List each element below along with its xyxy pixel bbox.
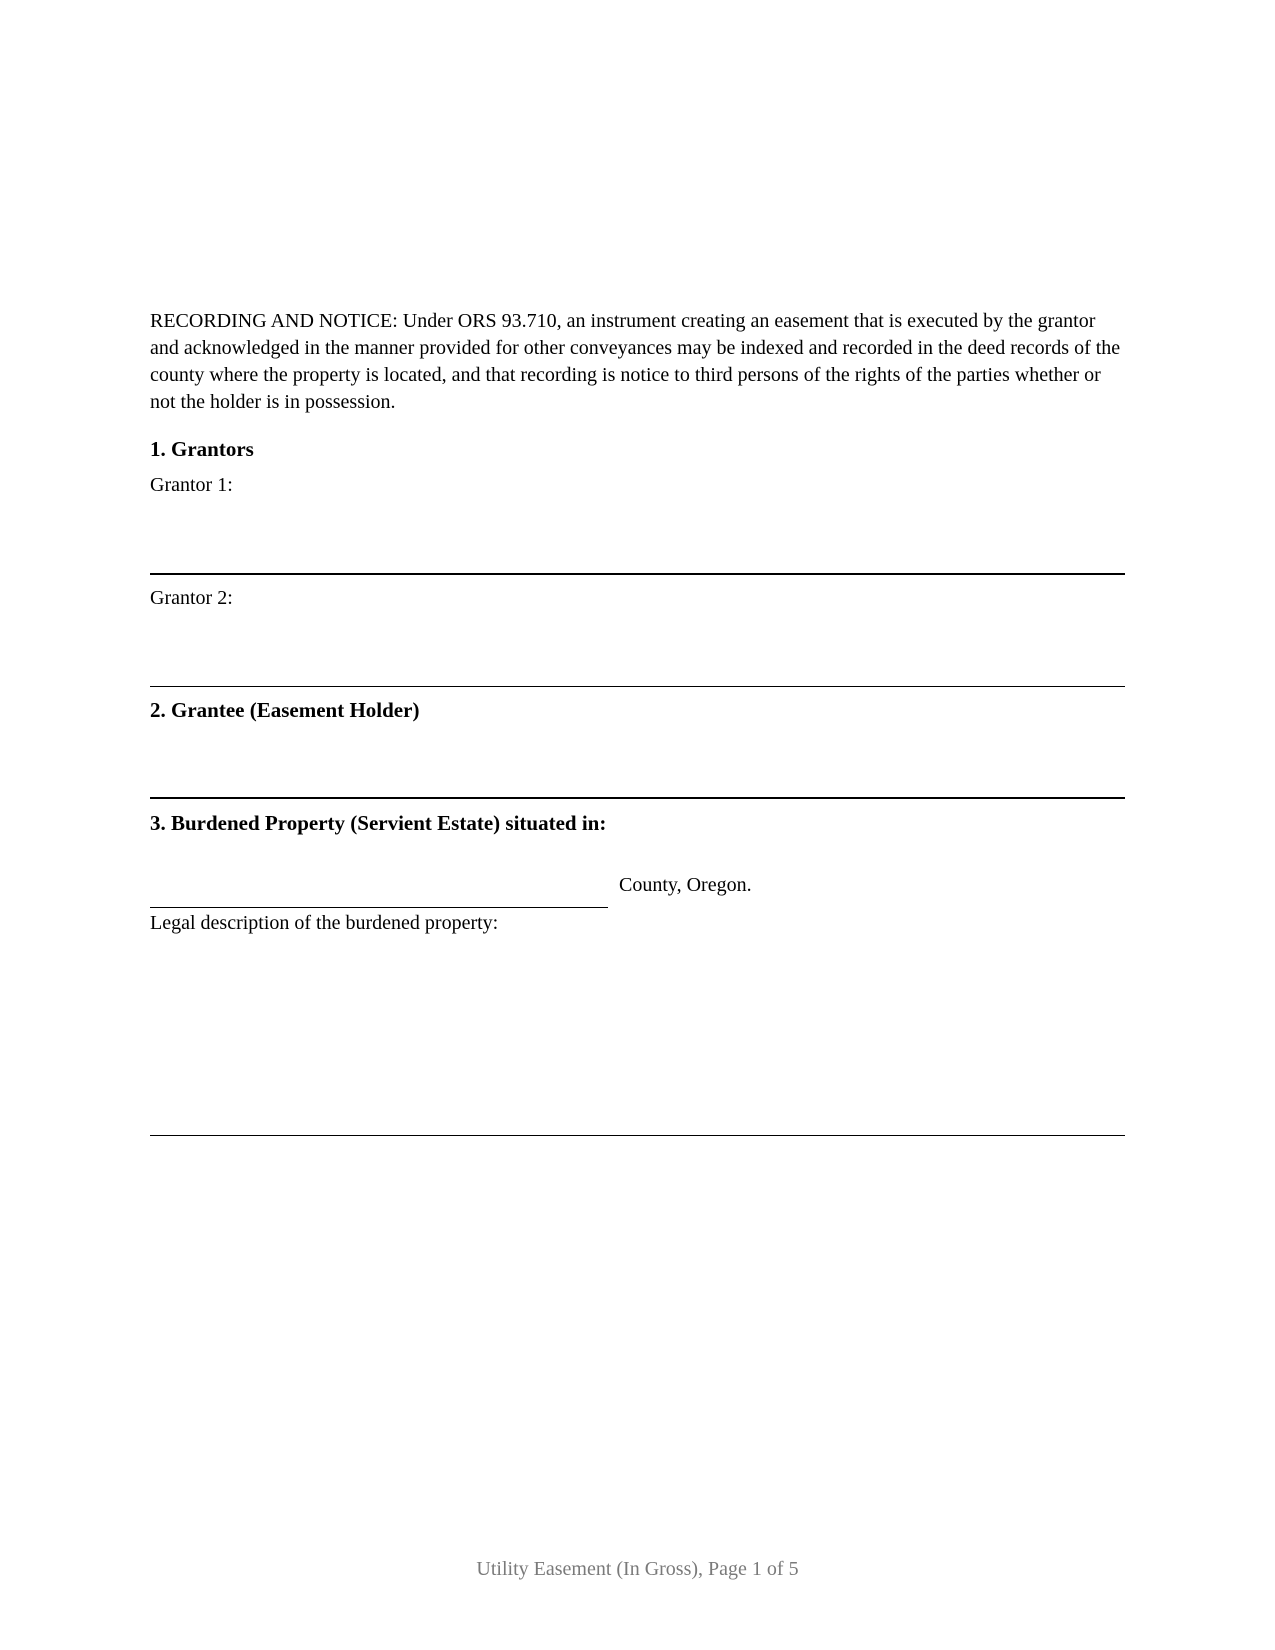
grantor-2-label: Grantor 2: [150, 587, 233, 609]
recording-notice-paragraph: RECORDING AND NOTICE: Under ORS 93.710, an instrument creating an easement that is executed by the grantor and acknowledged in the manner provided for other conveyances may be indexed and recorded in the deed records of the county where the property is located, and that recording is notice to third persons of the rights of the parties whether or not the holder is in possession. [150, 310, 1121, 413]
grantor-1-signature-line[interactable] [150, 573, 1125, 575]
burdened-property-heading: 3. Burdened Property (Servient Estate) situated in: [150, 811, 607, 835]
county-name-line[interactable] [150, 907, 608, 908]
page-footer: Utility Easement (In Gross), Page 1 of 5 [476, 1558, 799, 1580]
legal-description-label: Legal description of the burdened property: [150, 912, 499, 934]
legal-description-line[interactable] [150, 1135, 1125, 1136]
grantors-heading: 1. Grantors [150, 437, 254, 461]
grantor-2-signature-line[interactable] [150, 686, 1125, 687]
grantee-heading: 2. Grantee (Easement Holder) [150, 698, 420, 722]
grantee-line[interactable] [150, 797, 1125, 799]
grantor-1-label: Grantor 1: [150, 474, 233, 496]
county-oregon-text: County, Oregon. [619, 874, 752, 896]
